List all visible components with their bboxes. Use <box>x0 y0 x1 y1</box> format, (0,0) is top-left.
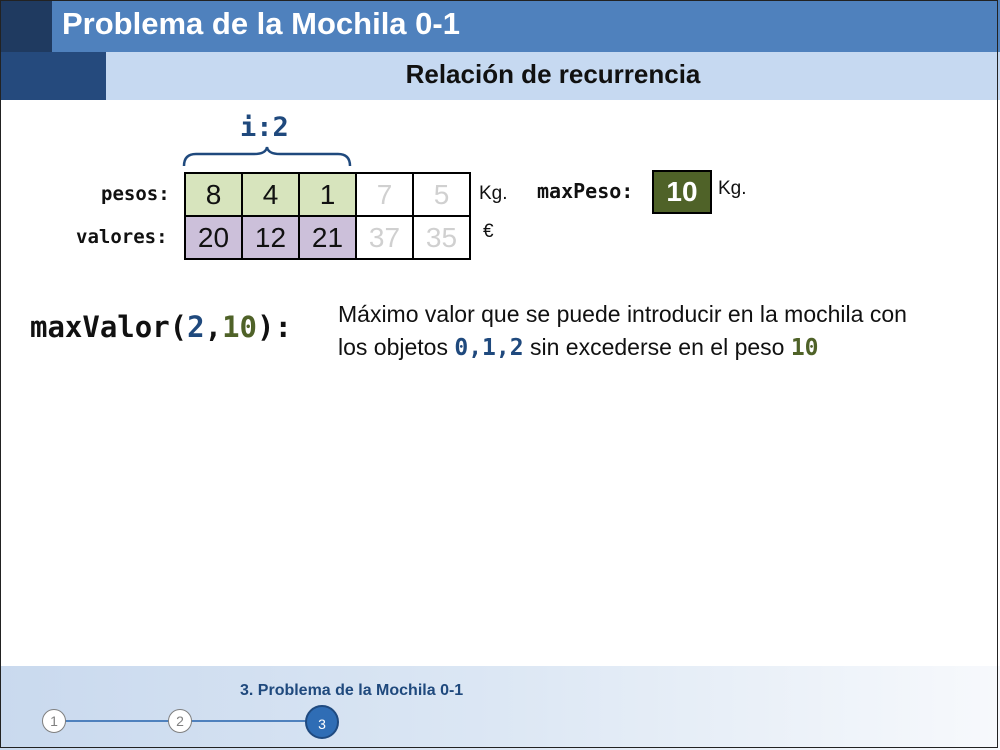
header-accent <box>0 0 52 52</box>
peso-cell: 8 <box>185 173 242 216</box>
pesos-row <box>185 173 470 216</box>
step-1-button[interactable]: 1 <box>42 709 66 733</box>
footer-bar <box>0 666 1000 750</box>
peso-cell: 4 <box>242 173 299 216</box>
items-table <box>184 172 471 260</box>
index-brace <box>182 146 352 168</box>
function-close: ): <box>257 310 292 344</box>
description-middle: sin excederse en el peso <box>523 334 791 360</box>
peso-cell-inactive: 5 <box>413 173 470 216</box>
function-name: maxValor( <box>30 310 188 344</box>
breadcrumb[interactable]: 3. Problema de la Mochila 0-1 <box>240 682 464 699</box>
valores-row <box>185 216 470 259</box>
function-description <box>338 298 988 365</box>
description-objects: 0,1,2 <box>454 335 524 361</box>
function-signature <box>30 310 292 344</box>
page-title: Problema de la Mochila 0-1 <box>62 6 460 41</box>
peso-cell: 1 <box>299 173 356 216</box>
step-3-button[interactable]: 3 <box>305 705 339 739</box>
description-prefix: los objetos <box>338 334 455 360</box>
valor-unit: € <box>483 221 494 242</box>
valor-cell: 21 <box>299 216 356 259</box>
valor-cell-inactive: 35 <box>413 216 470 259</box>
index-label: i:2 <box>240 112 289 143</box>
max-peso-unit: Kg. <box>718 178 747 199</box>
function-arg-i: 2 <box>187 310 205 344</box>
max-peso-value: 10 <box>652 170 712 214</box>
subheader-accent <box>0 52 106 100</box>
section-subtitle: Relación de recurrencia <box>405 59 701 89</box>
function-arg-w: 10 <box>222 310 257 344</box>
step-2-button[interactable]: 2 <box>168 709 192 733</box>
description-line1: Máximo valor que se puede introducir en la mochila con <box>338 301 907 327</box>
max-peso-label: maxPeso: <box>537 179 634 203</box>
valor-cell-inactive: 37 <box>356 216 413 259</box>
valor-cell: 20 <box>185 216 242 259</box>
description-weight: 10 <box>790 335 819 361</box>
pesos-label: pesos: <box>101 183 170 205</box>
peso-unit: Kg. <box>479 183 508 204</box>
peso-cell-inactive: 7 <box>356 173 413 216</box>
function-sep: , <box>204 310 223 344</box>
valor-cell: 12 <box>242 216 299 259</box>
valores-label: valores: <box>76 226 168 248</box>
